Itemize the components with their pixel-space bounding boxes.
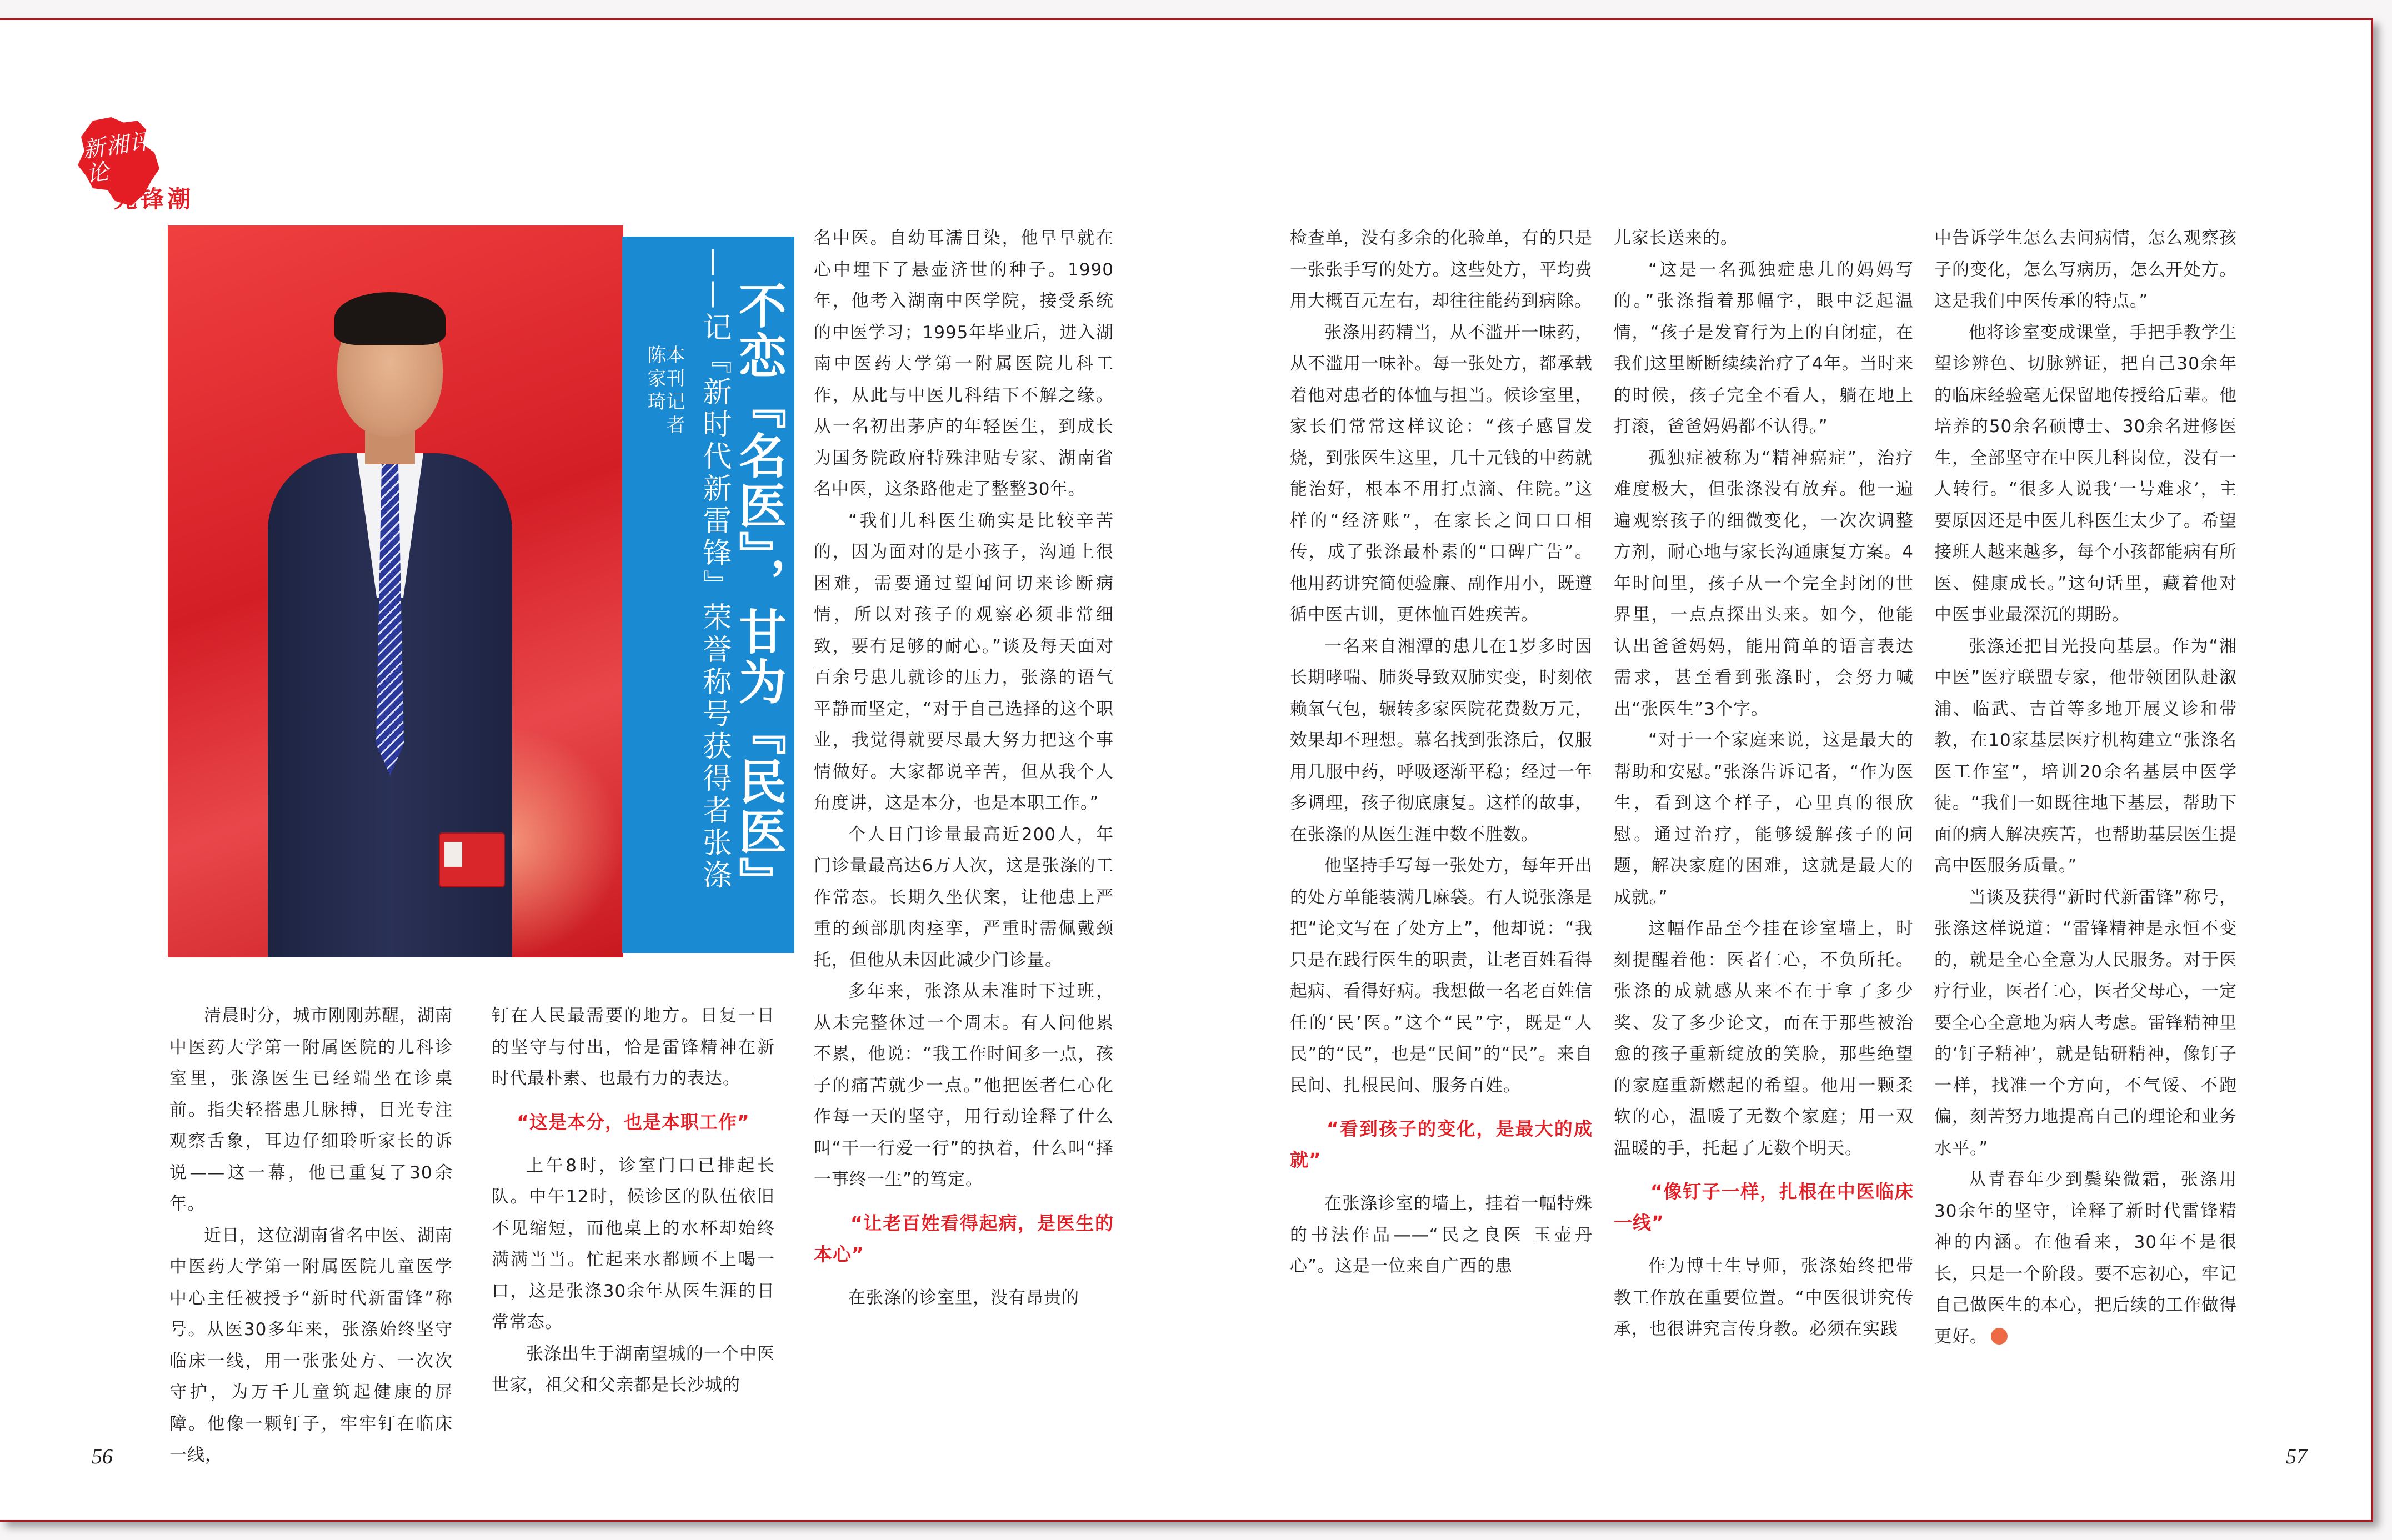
closing-text: 从青春年少到鬓染微霜，张涤用30余年的坚守，诠释了新时代雷锋精神的内涵。在他看来，30年不是很长，只是一个阶段。要不忘初心，牢记自己做医生的本心，把后续的工作做得更好。: [1934, 1170, 2237, 1347]
paragraph: 他将诊室变成课堂，手把手教学生望诊辨色、切脉辨证，把自己30余年的临床经验毫无保留地传授给后辈。他培养的50余名硕博士、30余名进修医生，全部坚守在中医儿科岗位，没有一人转行。“很多人说我‘一号难求’，主要原因还是中医儿科医生太少了。希望接班人越来越多，每个小孩都能病有所医、健康成长。”这句话里，藏着他对中医事业最深沉的期盼。: [1934, 322, 2237, 625]
paragraph: 这幅作品至今挂在诊室墙上，时刻提醒着他：医者仁心，不负所托。张涤的成就感从来不在于拿了多少奖、发了多少论文，而在于那些被治愈的孩子重新绽放的笑脸，那些绝望的家庭重新燃起的希望。他用一颗柔软的心，温暖了无数个家庭；用一双温暖的手，托起了无数个明天。: [1614, 919, 1914, 1158]
paragraph: 检查单，没有多余的化验单，有的只是一张张手写的处方。这些处方，平均费用大概百元左右，却往往能药到病除。: [1290, 228, 1593, 311]
left-column-3: [814, 223, 1114, 1313]
paragraph: 名中医。自幼耳濡目染，他早早就在心中埋下了悬壶济世的种子。1990年，他考入湖南中医学院，接受系统的中医学习；1995年毕业后，进入湖南中医药大学第一附属医院儿科工作，从此与中医儿科结下不解之缘。从一名初出茅庐的年轻医生，到成长为国务院政府特殊津贴专家、湖南省名中医，这条路他走了整整30年。: [814, 228, 1114, 499]
paragraph: “对于一个家庭来说，这是最大的帮助和安慰。”张涤告诉记者，“作为医生，看到这个样子，心里真的很欣慰。通过治疗，能够缓解孩子的问题，解决家庭的困难，这就是最大的成就。”: [1614, 730, 1914, 907]
left-column-1: [169, 1000, 453, 1471]
left-column-2: [492, 1000, 775, 1401]
delegate-badge: [440, 834, 504, 886]
byline: [645, 345, 683, 438]
paragraph: 近日，这位湖南省名中医、湖南中医药大学第一附属医院儿童医学中心主任被授予“新时代新雷锋”称号。从医30多年来，张涤始终坚守临床一线，用一张张处方、一次次守护，为万千儿童筑起健康的屏障。他像一颗钉子，牢牢钉在临床一线，: [169, 1225, 453, 1465]
paragraph: 在张涤的诊室里，没有昂贵的: [848, 1287, 1079, 1308]
paragraph: 张涤用药精当，从不滥开一味药，从不滥用一味补。每一张处方，都承载着他对患者的体恤与担当。候诊室里，家长们常常这样议论：“孩子感冒发烧，到张医生这里，几十元钱的中药就能治好，根本不用打点滴、住院。”这样的“经济账”，在家长之间口口相传，成了张涤最朴素的“口碑广告”。他用药讲究简便验廉、副作用小，既遵循中医古训，更体恤百姓疾苦。: [1290, 322, 1593, 625]
paragraph: 孤独症被称为“精神癌症”，治疗难度极大，但张涤没有放弃。他一遍遍观察孩子的细微变化，一次次调整方剂，耐心地与家长沟通康复方案。4年时间里，孩子从一个完全封闭的世界里，一点点探出头来。如今，他能认出爸爸妈妈，能用简单的语言表达需求，甚至看到张涤时，会努力喊出“张医生”3个字。: [1614, 448, 1914, 719]
article-title: 不恋『名医』，甘为『民医』: [730, 281, 786, 907]
paragraph: 当谈及获得“新时代新雷锋”称号，张涤这样说道：“雷锋精神是永恒不变的，就是全心全意为人民服务。对于医疗行业，医者仁心，医者父母心，一定要全心全意地为病人考虑。雷锋精神里的‘钉子精神’，就是钻研精神，像钉子一样，找准一个方向，不气馁、不跑偏，刻苦努力地提高自己的理论和业务水平。”: [1934, 887, 2237, 1158]
paragraph: 在张涤诊室的墙上，挂着一幅特殊的书法作品——“民之良医 玉壶丹心”。这是一位来自广西的患: [1290, 1193, 1593, 1276]
paragraph: 中告诉学生怎么去问病情，怎么观察孩子的变化，怎么写病历，怎么开处方。这是我们中医传承的特点。”: [1934, 228, 2237, 311]
page-number-right: 57: [2286, 1445, 2307, 1468]
magazine-spread: [0, 18, 2373, 1522]
title-panel: [622, 237, 794, 953]
right-column-2: [1614, 223, 1914, 1345]
right-column-1: [1290, 223, 1593, 1282]
paragraph: 张涤出生于湖南望城的一个中医世家，祖父和父亲都是长沙城的: [492, 1343, 775, 1395]
section-heading: “像钉子一样，扎根在中医临床一线”: [1614, 1181, 1914, 1233]
paragraph: 个人日门诊量最高近200人，年门诊量最高达6万人次，这是张涤的工作常态。长期久坐伏案，让他患上严重的颈部肌肉痉挛，严重时需佩戴颈托，但他从未因此减少门诊量。: [814, 824, 1114, 970]
paragraph: 张涤还把目光投向基层。作为“湘中医”医疗联盟专家，他带领团队赴溆浦、临武、吉首等多地开展义诊和带教，在10家基层医疗机构建立“张涤名医工作室”，培训20余名基层中医学徒。“我们一如既往地下基层，帮助下面的病人解决疾苦，也帮助基层医生提高中医服务质量。”: [1934, 636, 2237, 876]
paragraph: “我们儿科医生确实是比较辛苦的，因为面对的是小孩子，沟通上很困难，需要通过望闻问切来诊断病情，所以对孩子的观察必须非常细致，要有足够的耐心。”谈及每天面对百余号患儿就诊的压力，张涤的语气平静而坚定，“对于自己选择的这个职业，我觉得就要尽最大努力把这个事情做好。大家都说辛苦，但从我个人角度讲，这是本分，也是本职工作。”: [814, 510, 1114, 813]
byline-name: 陈家琦: [644, 345, 666, 415]
badge-photo: [444, 842, 462, 867]
paragraph: [1934, 1164, 2237, 1352]
byline-role: 本刊记者: [663, 345, 685, 438]
paragraph: 一名来自湘潭的患儿在1岁多时因长期哮喘、肺炎导致双肺实变，时刻依赖氧气包，辗转多家医院花费数万元，效果却不理想。慕名找到张涤后，仅服用几服中药，呼吸逐渐平稳；经过一年多调理，孩子彻底康复。这样的故事，在张涤的从医生涯中数不胜数。: [1290, 636, 1593, 845]
paragraph: 清晨时分，城市刚刚苏醒，湖南中医药大学第一附属医院的儿科诊室里，张涤医生已经端坐在诊桌前。指尖轻搭患儿脉搏，目光专注观察舌象，耳边仔细聆听家长的诉说——这一幕，他已重复了30余年。: [169, 1006, 453, 1214]
paragraph: 儿家长送来的。: [1614, 228, 1738, 248]
section-heading: “看到孩子的变化，是最大的成就”: [1290, 1118, 1593, 1171]
paragraph: 上午8时，诊室门口已排起长队。中午12时，候诊区的队伍依旧不见缩短，而他桌上的水杯却始终满满当当。忙起来水都顾不上喝一口，这是张涤30余年从医生涯的日常常态。: [492, 1155, 775, 1332]
section-heading: “这是本分，也是本职工作”: [517, 1111, 750, 1133]
paragraph: 他坚持手写每一张处方，每年开出的处方单能装满几麻袋。有人说张涤是把“论文写在了处方上”，他却说：“我只是在践行医生的职责，让老百姓看得起病、看得好病。我想做一名老百姓信任的‘民’医。”这个“民”字，既是“人民”的“民”，也是“民间”的“民”。来自民间、扎根民间、服务百姓。: [1290, 856, 1593, 1096]
portrait-photo: [168, 225, 623, 957]
paragraph: “这是一名孤独症患儿的妈妈写的。”张涤指着那幅字，眼中泛起温情，“孩子是发育行为上的自闭症，在我们这里断断续续治疗了4年。当时来的时候，孩子完全不看人，躺在地上打滚，爸爸妈妈都不认得。”: [1614, 259, 1914, 437]
paragraph: 钉在人民最需要的地方。日复一日的坚守与付出，恰是雷锋精神在新时代最朴素、也最有力的表达。: [492, 1006, 775, 1088]
end-of-article-icon: [1991, 1328, 2008, 1345]
page-number-left: 56: [92, 1445, 113, 1468]
section-label: 先锋潮: [114, 185, 194, 213]
section-heading: “让老百姓看得起病，是医生的本心”: [814, 1212, 1114, 1265]
paragraph: 多年来，张涤从未准时下过班，从未完整休过一个周末。有人问他累不累，他说：“我工作时间多一点，孩子的痛苦就少一点。”他把医者仁心化作每一天的坚守，用行动诠释了什么叫“干一行爱一行”的执着，什么叫“择一事终一生”的笃定。: [814, 981, 1114, 1190]
paragraph: 作为博士生导师，张涤始终把带教工作放在重要位置。“中医很讲究传承，也很讲究言传身教。必须在实践: [1614, 1256, 1914, 1339]
hair: [334, 292, 446, 345]
article-subtitle: ——记『新时代新雷锋』荣誉称号获得者张涤: [698, 248, 731, 892]
right-column-3: [1934, 223, 2237, 1352]
logo-calligraphy: 新湘评论: [81, 128, 154, 188]
